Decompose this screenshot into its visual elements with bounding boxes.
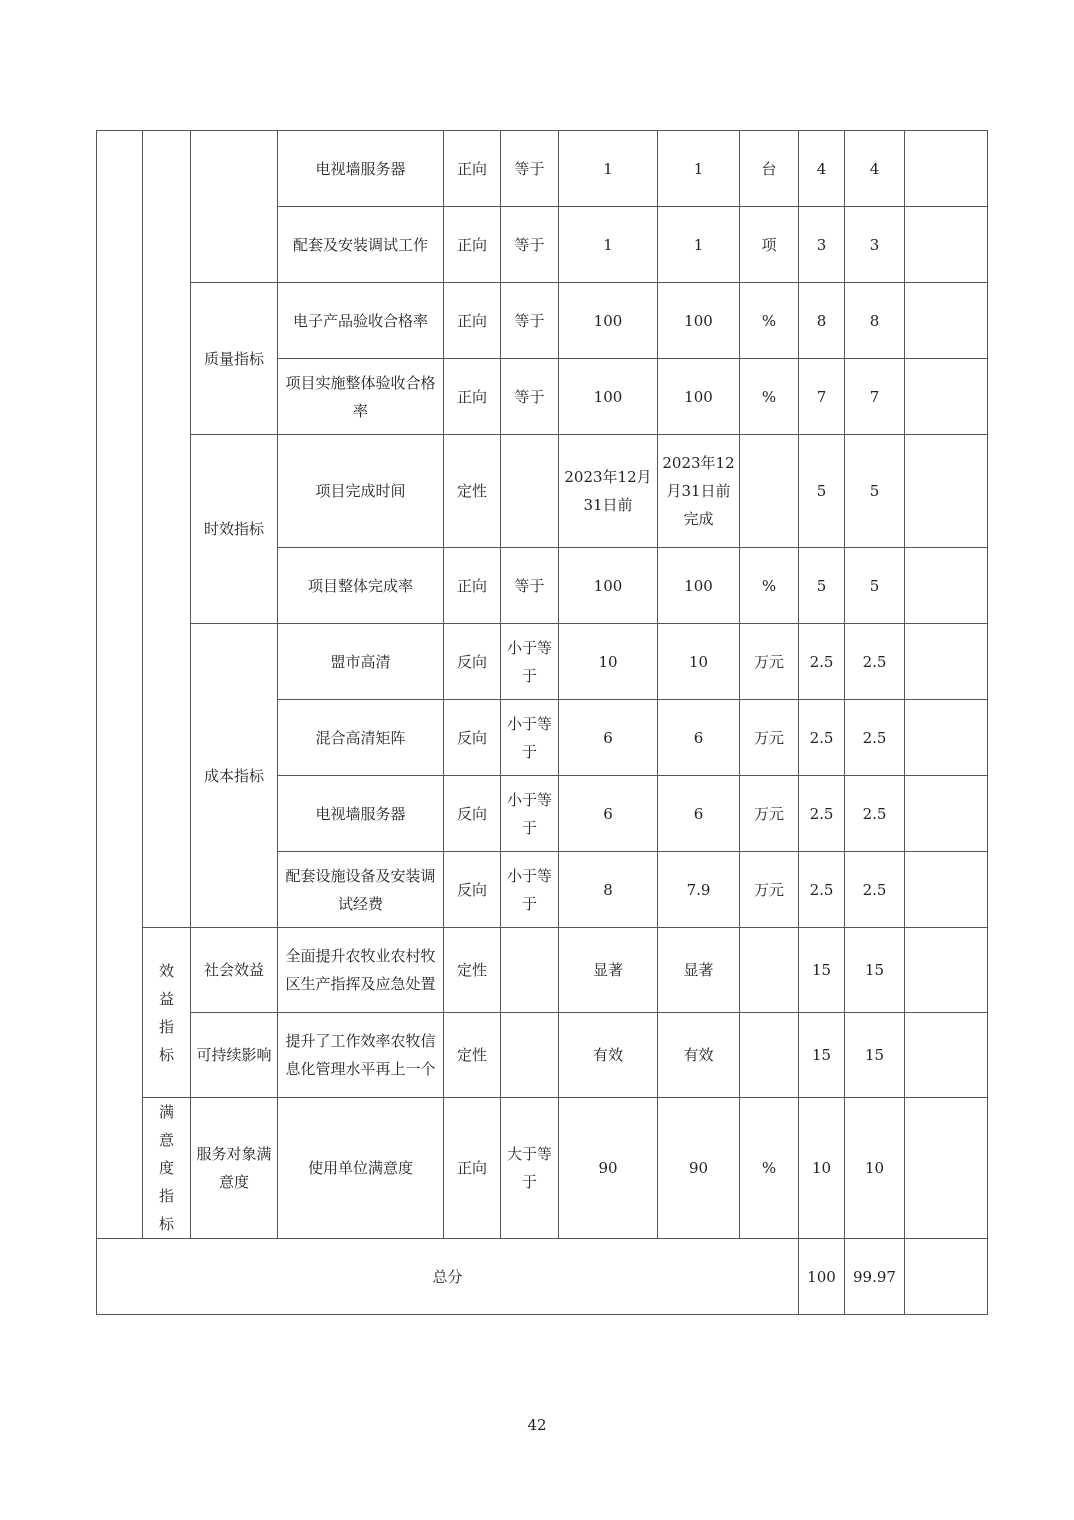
- level1-cell: [97, 131, 143, 1239]
- indicator-direction: 定性: [444, 1013, 501, 1098]
- indicator-operator: 等于: [501, 548, 559, 624]
- indicator-actual: 1: [658, 131, 740, 207]
- indicator-weight: 8: [799, 283, 845, 359]
- indicator-actual: 100: [658, 359, 740, 435]
- indicator-weight: 5: [799, 435, 845, 548]
- indicator-actual: 2023年12月31日前完成: [658, 435, 740, 548]
- indicator-weight: 7: [799, 359, 845, 435]
- indicator-remark: [905, 283, 988, 359]
- indicator-target: 1: [559, 207, 658, 283]
- indicator-score: 5: [845, 435, 905, 548]
- indicator-direction: 正向: [444, 359, 501, 435]
- total-weight: 100: [799, 1239, 845, 1315]
- indicator-name: 项目完成时间: [278, 435, 444, 548]
- indicator-score: 5: [845, 548, 905, 624]
- indicator-target: 有效: [559, 1013, 658, 1098]
- indicator-operator: [501, 435, 559, 548]
- indicator-unit: 万元: [740, 776, 799, 852]
- indicator-target: 100: [559, 359, 658, 435]
- indicator-score: 15: [845, 1013, 905, 1098]
- indicator-direction: 正向: [444, 283, 501, 359]
- indicator-remark: [905, 624, 988, 700]
- indicator-weight: 2.5: [799, 700, 845, 776]
- indicator-unit: [740, 1013, 799, 1098]
- indicator-target: 8: [559, 852, 658, 928]
- indicator-remark: [905, 548, 988, 624]
- level3-cell-service: 服务对象满意度: [191, 1098, 278, 1239]
- indicator-unit: %: [740, 1098, 799, 1239]
- indicator-operator: 等于: [501, 283, 559, 359]
- total-label: 总分: [97, 1239, 799, 1315]
- indicator-score: 2.5: [845, 852, 905, 928]
- table-row: [97, 1098, 988, 1239]
- performance-indicator-table: [96, 130, 988, 1315]
- indicator-actual: 100: [658, 283, 740, 359]
- indicator-operator: [501, 1013, 559, 1098]
- table-row: [97, 624, 988, 700]
- indicator-target: 2023年12月31日前: [559, 435, 658, 548]
- indicator-remark: [905, 435, 988, 548]
- table-row: [97, 1013, 988, 1098]
- indicator-name: 盟市高清: [278, 624, 444, 700]
- indicator-name: 电子产品验收合格率: [278, 283, 444, 359]
- indicator-actual: 10: [658, 624, 740, 700]
- indicator-actual: 显著: [658, 928, 740, 1013]
- indicator-score: 15: [845, 928, 905, 1013]
- indicator-remark: [905, 776, 988, 852]
- indicator-unit: 台: [740, 131, 799, 207]
- indicator-remark: [905, 852, 988, 928]
- indicator-direction: 反向: [444, 700, 501, 776]
- indicator-weight: 15: [799, 928, 845, 1013]
- indicator-remark: [905, 928, 988, 1013]
- indicator-name: 混合高清矩阵: [278, 700, 444, 776]
- indicator-name: 电视墙服务器: [278, 131, 444, 207]
- indicator-remark: [905, 207, 988, 283]
- indicator-name: 配套及安装调试工作: [278, 207, 444, 283]
- total-score: 99.97: [845, 1239, 905, 1315]
- indicator-target: 6: [559, 776, 658, 852]
- level3-cell-quantity: [191, 131, 278, 283]
- indicator-target: 100: [559, 283, 658, 359]
- indicator-actual: 7.9: [658, 852, 740, 928]
- indicator-target: 10: [559, 624, 658, 700]
- indicator-direction: 反向: [444, 624, 501, 700]
- level3-cell-cost: 成本指标: [191, 624, 278, 928]
- indicator-operator: 小于等于: [501, 852, 559, 928]
- indicator-direction: 定性: [444, 928, 501, 1013]
- indicator-unit: 万元: [740, 624, 799, 700]
- indicator-actual: 6: [658, 700, 740, 776]
- indicator-weight: 5: [799, 548, 845, 624]
- indicator-direction: 正向: [444, 1098, 501, 1239]
- table-row: [97, 928, 988, 1013]
- indicator-name: 使用单位满意度: [278, 1098, 444, 1239]
- indicator-weight: 2.5: [799, 852, 845, 928]
- page-number: 42: [527, 1416, 547, 1434]
- indicator-unit: 万元: [740, 852, 799, 928]
- level3-cell-quality: 质量指标: [191, 283, 278, 435]
- indicator-weight: 4: [799, 131, 845, 207]
- table-row: [97, 283, 988, 359]
- indicator-weight: 2.5: [799, 624, 845, 700]
- level2-cell-satisfaction: 满意度指标: [143, 1098, 191, 1239]
- indicator-operator: 等于: [501, 131, 559, 207]
- indicator-remark: [905, 359, 988, 435]
- indicator-operator: 大于等于: [501, 1098, 559, 1239]
- indicator-name: 全面提升农牧业农村牧区生产指挥及应急处置: [278, 928, 444, 1013]
- indicator-score: 8: [845, 283, 905, 359]
- indicator-score: 7: [845, 359, 905, 435]
- indicator-score: 2.5: [845, 700, 905, 776]
- indicator-remark: [905, 1013, 988, 1098]
- indicator-direction: 正向: [444, 131, 501, 207]
- indicator-operator: 小于等于: [501, 700, 559, 776]
- level2-cell-output: [143, 131, 191, 928]
- indicator-actual: 90: [658, 1098, 740, 1239]
- indicator-unit: [740, 928, 799, 1013]
- indicator-actual: 1: [658, 207, 740, 283]
- indicator-unit: %: [740, 548, 799, 624]
- indicator-direction: 反向: [444, 776, 501, 852]
- level3-cell-timeliness: 时效指标: [191, 435, 278, 624]
- indicator-direction: 正向: [444, 207, 501, 283]
- indicator-unit: 项: [740, 207, 799, 283]
- indicator-remark: [905, 700, 988, 776]
- indicator-name: 提升了工作效率农牧信息化管理水平再上一个: [278, 1013, 444, 1098]
- indicator-operator: 小于等于: [501, 776, 559, 852]
- indicator-direction: 正向: [444, 548, 501, 624]
- indicator-direction: 定性: [444, 435, 501, 548]
- level2-cell-benefit: 效益指标: [143, 928, 191, 1098]
- indicator-score: 3: [845, 207, 905, 283]
- indicator-target: 1: [559, 131, 658, 207]
- indicator-operator: 等于: [501, 207, 559, 283]
- indicator-target: 90: [559, 1098, 658, 1239]
- indicator-operator: 小于等于: [501, 624, 559, 700]
- indicator-weight: 10: [799, 1098, 845, 1239]
- indicator-operator: 等于: [501, 359, 559, 435]
- indicator-weight: 3: [799, 207, 845, 283]
- indicator-remark: [905, 1098, 988, 1239]
- indicator-name: 配套设施设备及安装调试经费: [278, 852, 444, 928]
- indicator-target: 显著: [559, 928, 658, 1013]
- indicator-remark: [905, 131, 988, 207]
- indicator-actual: 6: [658, 776, 740, 852]
- indicator-target: 100: [559, 548, 658, 624]
- indicator-actual: 100: [658, 548, 740, 624]
- indicator-operator: [501, 928, 559, 1013]
- indicator-actual: 有效: [658, 1013, 740, 1098]
- level3-cell-social: 社会效益: [191, 928, 278, 1013]
- indicator-unit: %: [740, 359, 799, 435]
- table-row: [97, 435, 988, 548]
- indicator-name: 电视墙服务器: [278, 776, 444, 852]
- table-row: [97, 131, 988, 207]
- indicator-name: 项目实施整体验收合格率: [278, 359, 444, 435]
- total-remark: [905, 1239, 988, 1315]
- total-row: [97, 1239, 988, 1315]
- indicator-name: 项目整体完成率: [278, 548, 444, 624]
- indicator-score: 4: [845, 131, 905, 207]
- indicator-score: 10: [845, 1098, 905, 1239]
- level3-cell-sustainable: 可持续影响: [191, 1013, 278, 1098]
- indicator-unit: 万元: [740, 700, 799, 776]
- indicator-score: 2.5: [845, 624, 905, 700]
- indicator-unit: %: [740, 283, 799, 359]
- indicator-weight: 2.5: [799, 776, 845, 852]
- indicator-weight: 15: [799, 1013, 845, 1098]
- indicator-unit: [740, 435, 799, 548]
- indicator-target: 6: [559, 700, 658, 776]
- indicator-score: 2.5: [845, 776, 905, 852]
- indicator-direction: 反向: [444, 852, 501, 928]
